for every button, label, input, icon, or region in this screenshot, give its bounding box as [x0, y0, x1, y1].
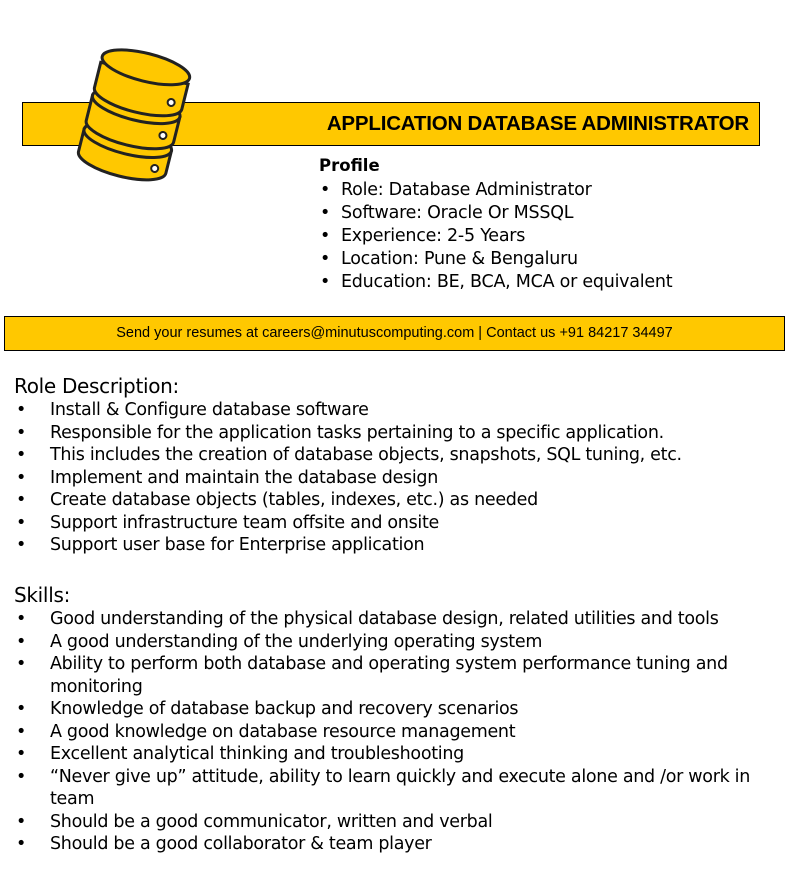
database-icon — [68, 36, 202, 186]
list-item: • Create database objects (tables, indexes, etc.) as needed — [14, 489, 780, 512]
page-title: APPLICATION DATABASE ADMINISTRATOR — [326, 112, 749, 135]
list-item: • Responsible for the application tasks pertaining to a specific application. — [14, 422, 780, 445]
skills-section — [14, 583, 780, 856]
profile-item: • Education: BE, BCA, MCA or equivalent — [319, 271, 672, 294]
list-item: • Support user base for Enterprise application — [14, 534, 780, 557]
list-item: • A good understanding of the underlying operating system — [14, 631, 780, 654]
list-item: • “Never give up” attitude, ability to learn quickly and execute alone and /or work in team — [14, 766, 780, 811]
list-item: • This includes the creation of database objects, snapshots, SQL tuning, etc. — [14, 444, 780, 467]
list-item: • Should be a good communicator, written and verbal — [14, 811, 780, 834]
list-item: • Should be a good collaborator & team player — [14, 833, 780, 856]
skills-list — [14, 608, 780, 856]
profile-heading: Profile — [319, 156, 380, 175]
list-item: • Implement and maintain the database design — [14, 467, 780, 490]
profile-list — [319, 179, 672, 294]
list-item: • A good knowledge on database resource management — [14, 721, 780, 744]
profile-item: • Role: Database Administrator — [319, 179, 672, 202]
profile-item: • Location: Pune & Bengaluru — [319, 248, 672, 271]
list-item: • Good understanding of the physical database design, related utilities and tools — [14, 608, 780, 631]
list-item: • Knowledge of database backup and recovery scenarios — [14, 698, 780, 721]
role-description-heading: Role Description: — [14, 374, 179, 398]
list-item: • Support infrastructure team offsite and onsite — [14, 512, 780, 535]
contact-text: Send your resumes at careers@minutuscomputing.com | Contact us +91 84217 34497 — [116, 325, 673, 341]
role-description-list — [14, 399, 780, 557]
profile-section — [319, 156, 672, 294]
skills-heading: Skills: — [14, 583, 71, 607]
contact-bar — [4, 316, 785, 351]
profile-item: • Experience: 2-5 Years — [319, 225, 672, 248]
list-item: • Ability to perform both database and operating system performance tuning and monitoring — [14, 653, 780, 698]
role-description-section — [14, 374, 780, 557]
profile-item: • Software: Oracle Or MSSQL — [319, 202, 672, 225]
list-item: • Excellent analytical thinking and troubleshooting — [14, 743, 780, 766]
list-item: • Install & Configure database software — [14, 399, 780, 422]
